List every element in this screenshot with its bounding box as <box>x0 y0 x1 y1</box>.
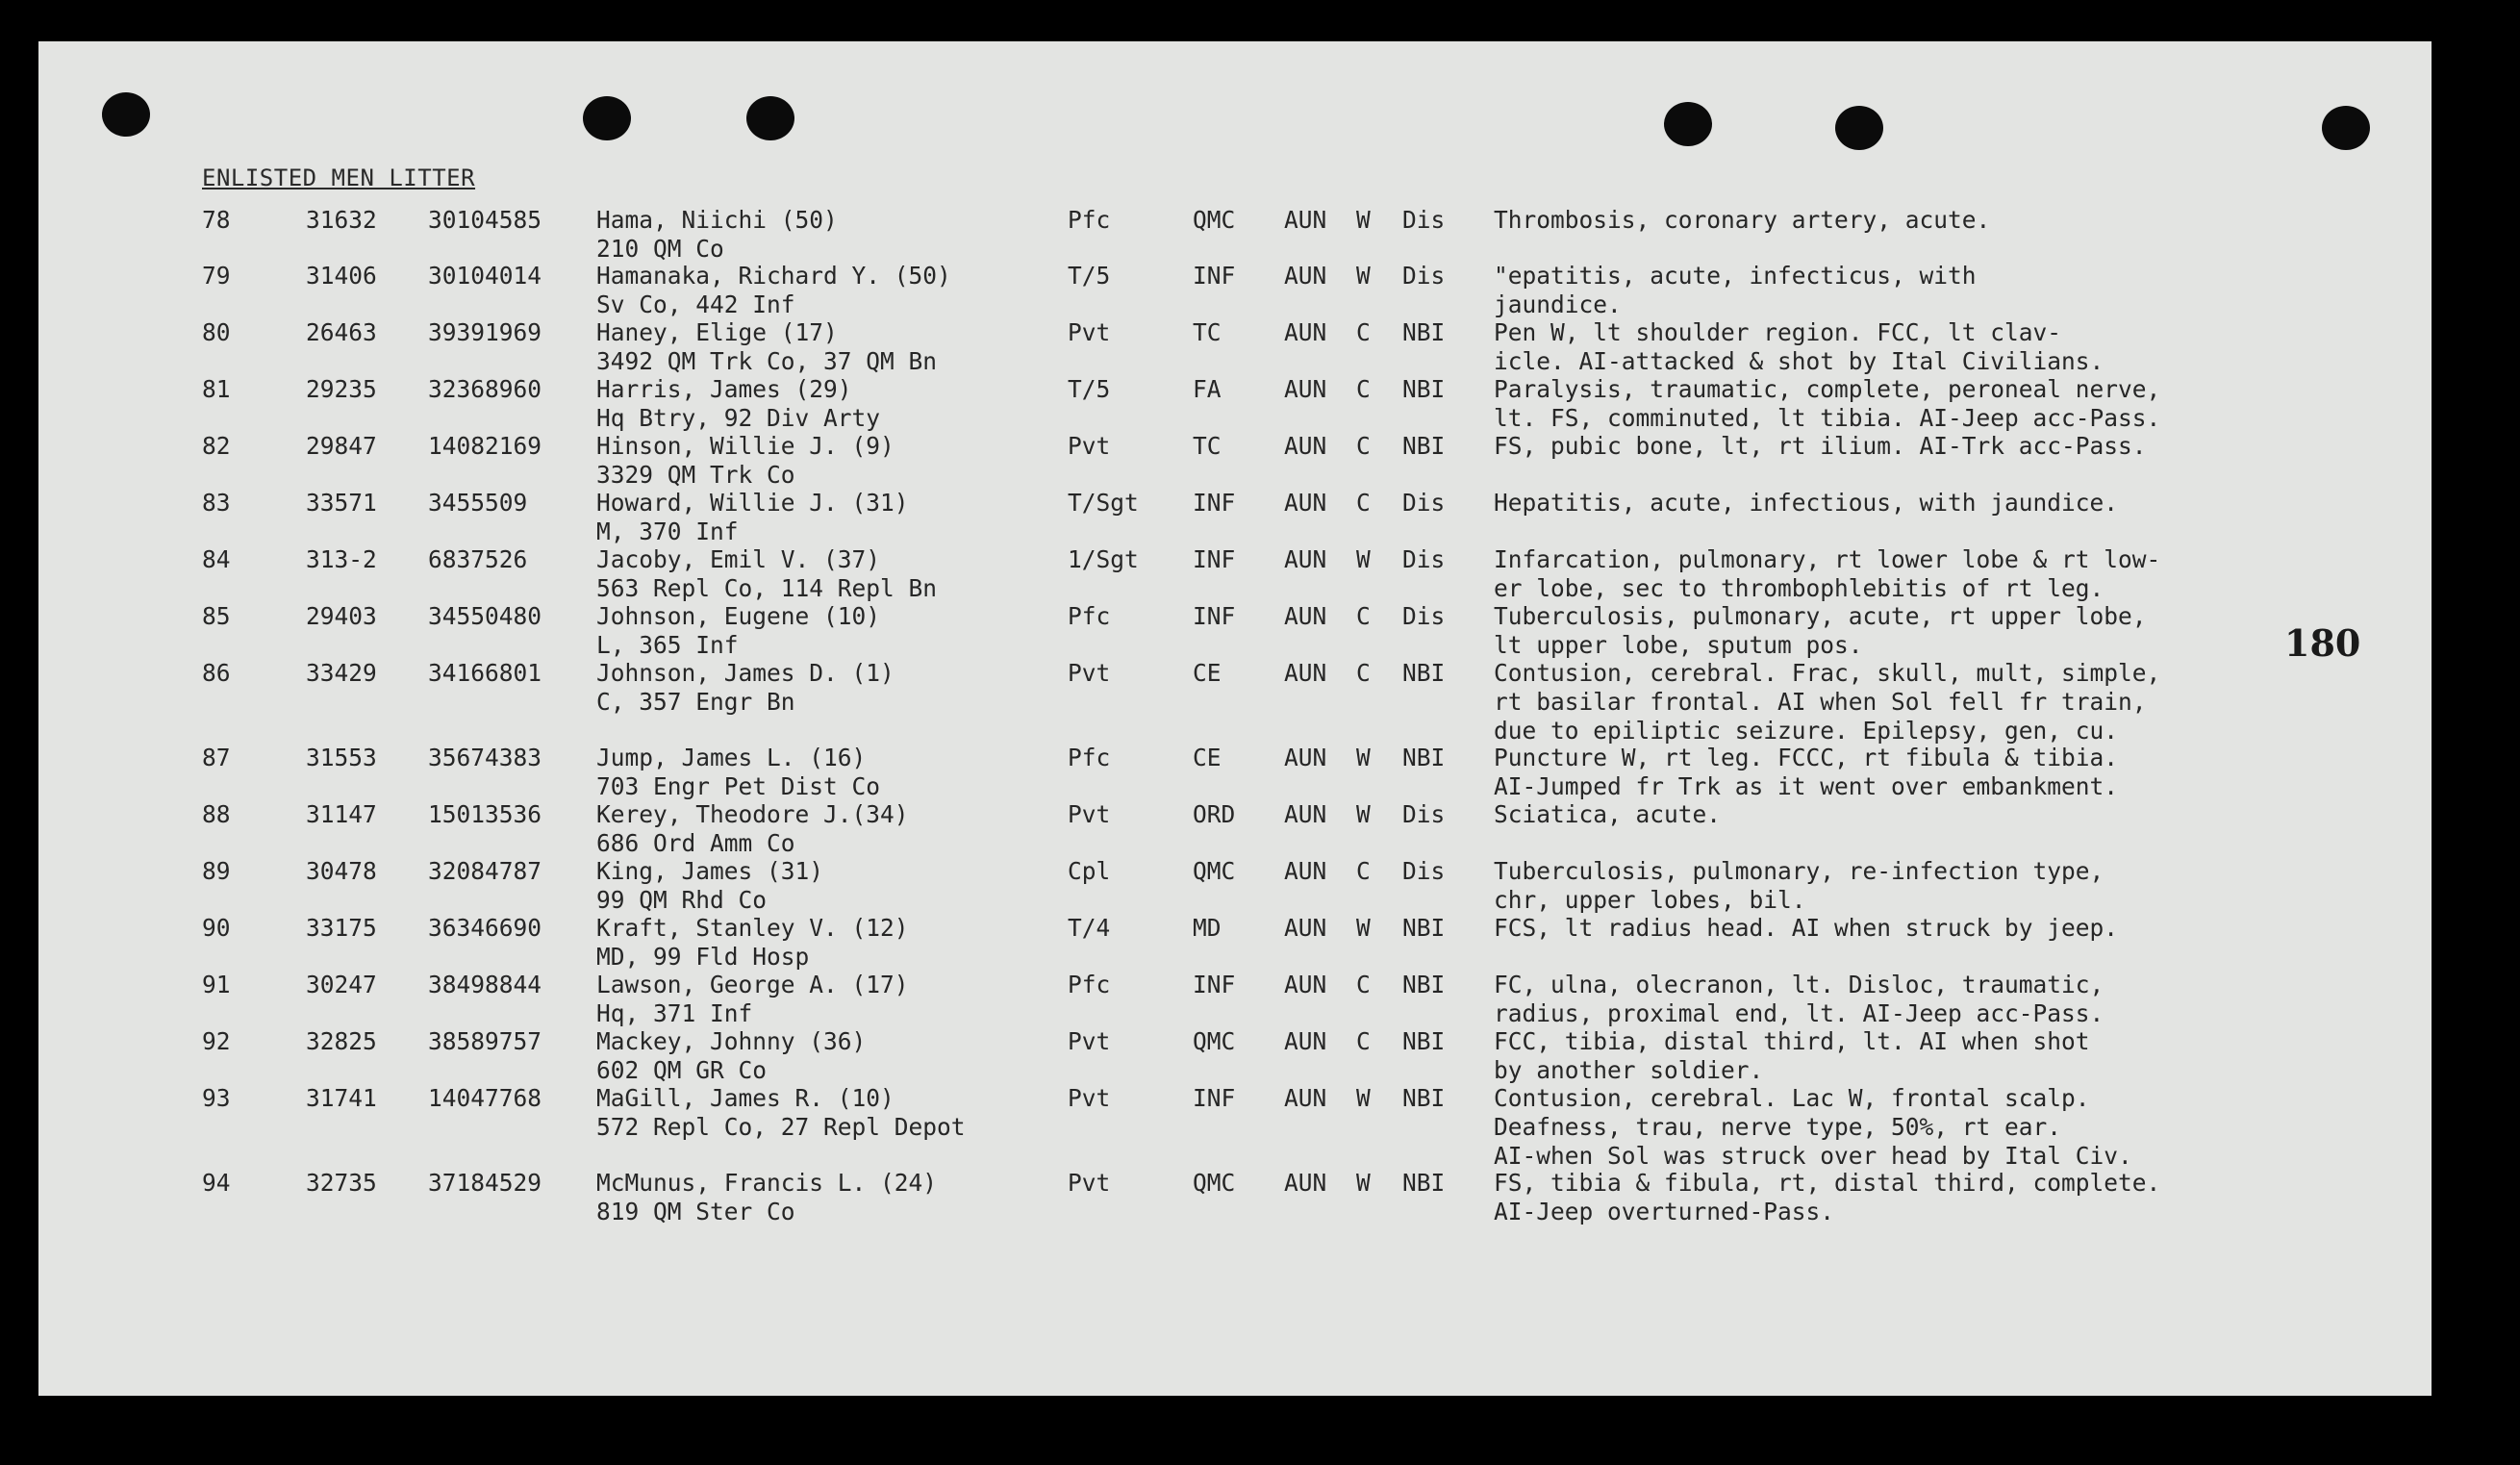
entry-number: 94 <box>202 1169 231 1197</box>
entry-number: 79 <box>202 262 231 290</box>
theater: AUN <box>1284 206 1327 234</box>
diagnosis-line: due to epiliptic seizure. Epilepsy, gen, cu. <box>1494 717 2119 745</box>
entry-number: 90 <box>202 914 231 942</box>
punch-hole <box>583 96 631 140</box>
soldier-name-unit <box>596 262 951 319</box>
register-number: 29847 <box>306 432 377 460</box>
entry-number: 93 <box>202 1084 231 1112</box>
serial-number: 30104014 <box>428 262 542 290</box>
register-number: 31553 <box>306 744 377 771</box>
unit: L, 365 Inf <box>596 631 739 659</box>
unit: 686 Ord Amm Co <box>596 829 795 857</box>
soldier-name-unit <box>596 545 937 603</box>
serial-number: 38589757 <box>428 1027 542 1055</box>
arm-of-service: MD <box>1193 914 1222 942</box>
diagnosis-line: lt. FS, comminuted, lt tibia. AI-Jeep acc-Pass. <box>1494 404 2161 432</box>
serial-number: 38498844 <box>428 971 542 998</box>
arm-of-service: INF <box>1193 602 1236 630</box>
rank: T/5 <box>1068 375 1111 403</box>
race-code: W <box>1356 545 1371 573</box>
race-code: C <box>1356 432 1371 460</box>
diagnosis-line: Pen W, lt shoulder region. FCC, lt clav- <box>1494 318 2062 346</box>
unit: Hq Btry, 92 Div Arty <box>596 404 881 432</box>
serial-number: 6837526 <box>428 545 528 573</box>
unit: 563 Repl Co, 114 Repl Bn <box>596 574 938 602</box>
diagnosis-line: FCS, lt radius head. AI when struck by jeep. <box>1494 914 2119 942</box>
arm-of-service: CE <box>1193 659 1222 687</box>
arm-of-service: FA <box>1193 375 1222 403</box>
rank: Pvt <box>1068 800 1111 828</box>
rank: T/5 <box>1068 262 1111 290</box>
serial-number: 37184529 <box>428 1169 542 1197</box>
rank: Pvt <box>1068 1027 1111 1055</box>
theater: AUN <box>1284 914 1327 942</box>
diagnosis-line: Contusion, cerebral. Frac, skull, mult, simple, <box>1494 659 2161 687</box>
soldier-name-unit <box>596 489 909 546</box>
theater: AUN <box>1284 545 1327 573</box>
diagnosis-line: er lobe, sec to thrombophlebitis of rt leg. <box>1494 574 2104 602</box>
race-code: C <box>1356 602 1371 630</box>
diagnosis-line: AI-Jeep overturned-Pass. <box>1494 1198 1835 1225</box>
soldier-name-unit <box>596 432 895 490</box>
rank: Pvt <box>1068 1084 1111 1112</box>
rank: Pvt <box>1068 659 1111 687</box>
arm-of-service: INF <box>1193 262 1236 290</box>
theater: AUN <box>1284 971 1327 998</box>
theater: AUN <box>1284 659 1327 687</box>
theater: AUN <box>1284 744 1327 771</box>
serial-number: 14082169 <box>428 432 542 460</box>
entry-number: 80 <box>202 318 231 346</box>
arm-of-service: QMC <box>1193 1027 1236 1055</box>
casualty-category: Dis <box>1402 545 1446 573</box>
unit: C, 357 Engr Bn <box>596 688 795 716</box>
diagnosis <box>1494 857 2104 915</box>
diagnosis-line: rt basilar frontal. AI when Sol fell fr train, <box>1494 688 2147 716</box>
diagnosis-line: AI-Jumped fr Trk as it went over embankment. <box>1494 772 2119 800</box>
register-number: 31147 <box>306 800 377 828</box>
diagnosis-line: Deafness, trau, nerve type, 50%, rt ear. <box>1494 1113 2062 1141</box>
diagnosis-line: FS, tibia & fibula, rt, distal third, complete. <box>1494 1169 2161 1197</box>
diagnosis-line: Tuberculosis, pulmonary, acute, rt upper lobe, <box>1494 602 2147 630</box>
punch-hole <box>746 96 794 140</box>
diagnosis-line: Tuberculosis, pulmonary, re-infection type, <box>1494 857 2104 885</box>
unit: 819 QM Ster Co <box>596 1198 795 1225</box>
soldier-name: Hamanaka, Richard Y. (50) <box>596 262 951 290</box>
race-code: C <box>1356 489 1371 517</box>
diagnosis <box>1494 744 2118 801</box>
unit: Hq, 371 Inf <box>596 999 753 1027</box>
arm-of-service: INF <box>1193 545 1236 573</box>
diagnosis <box>1494 375 2160 433</box>
unit: MD, 99 Fld Hosp <box>596 943 810 971</box>
serial-number: 32084787 <box>428 857 542 885</box>
race-code: C <box>1356 659 1371 687</box>
entry-number: 92 <box>202 1027 231 1055</box>
diagnosis-line: Hepatitis, acute, infectious, with jaundice. <box>1494 489 2119 517</box>
arm-of-service: ORD <box>1193 800 1236 828</box>
entry-number: 85 <box>202 602 231 630</box>
soldier-name: King, James (31) <box>596 857 824 885</box>
casualty-category: NBI <box>1402 659 1446 687</box>
soldier-name: Johnson, James D. (1) <box>596 659 895 687</box>
theater: AUN <box>1284 1084 1327 1112</box>
entry-number: 91 <box>202 971 231 998</box>
unit: Sv Co, 442 Inf <box>596 290 795 318</box>
diagnosis <box>1494 545 2160 603</box>
theater: AUN <box>1284 1027 1327 1055</box>
arm-of-service: INF <box>1193 971 1236 998</box>
soldier-name-unit <box>596 1169 937 1226</box>
soldier-name: Kerey, Theodore J.(34) <box>596 800 909 828</box>
diagnosis <box>1494 262 1977 319</box>
race-code: W <box>1356 914 1371 942</box>
arm-of-service: QMC <box>1193 857 1236 885</box>
entry-number: 78 <box>202 206 231 234</box>
diagnosis-line: "epatitis, acute, infecticus, with <box>1494 262 1977 290</box>
diagnosis <box>1494 206 1990 235</box>
punch-hole <box>1835 106 1883 150</box>
race-code: W <box>1356 206 1371 234</box>
soldier-name: Lawson, George A. (17) <box>596 971 909 998</box>
register-number: 31632 <box>306 206 377 234</box>
diagnosis-line: radius, proximal end, lt. AI-Jeep acc-Pass. <box>1494 999 2104 1027</box>
theater: AUN <box>1284 602 1327 630</box>
soldier-name: Howard, Willie J. (31) <box>596 489 909 517</box>
casualty-category: Dis <box>1402 489 1446 517</box>
serial-number: 3455509 <box>428 489 528 517</box>
soldier-name: Harris, James (29) <box>596 375 852 403</box>
theater: AUN <box>1284 432 1327 460</box>
casualty-category: NBI <box>1402 1084 1446 1112</box>
diagnosis-line: Thrombosis, coronary artery, acute. <box>1494 206 1991 234</box>
diagnosis-line: Infarcation, pulmonary, rt lower lobe & rt low- <box>1494 545 2161 573</box>
register-number: 33175 <box>306 914 377 942</box>
soldier-name-unit <box>596 744 880 801</box>
unit: 210 QM Co <box>596 235 724 263</box>
theater: AUN <box>1284 318 1327 346</box>
race-code: C <box>1356 375 1371 403</box>
entry-number: 87 <box>202 744 231 771</box>
entry-number: 84 <box>202 545 231 573</box>
soldier-name-unit <box>596 318 937 376</box>
register-number: 29403 <box>306 602 377 630</box>
serial-number: 14047768 <box>428 1084 542 1112</box>
arm-of-service: QMC <box>1193 206 1236 234</box>
casualty-category: Dis <box>1402 800 1446 828</box>
arm-of-service: TC <box>1193 432 1222 460</box>
soldier-name-unit <box>596 971 909 1028</box>
register-number: 30478 <box>306 857 377 885</box>
race-code: C <box>1356 318 1371 346</box>
soldier-name-unit <box>596 602 880 660</box>
diagnosis-line: lt upper lobe, sputum pos. <box>1494 631 1863 659</box>
race-code: W <box>1356 744 1371 771</box>
diagnosis-line: jaundice. <box>1494 290 1622 318</box>
punch-hole <box>2322 106 2370 150</box>
register-number: 32735 <box>306 1169 377 1197</box>
unit: 602 QM GR Co <box>596 1056 768 1084</box>
serial-number: 39391969 <box>428 318 542 346</box>
race-code: W <box>1356 1169 1371 1197</box>
casualty-category: NBI <box>1402 1027 1446 1055</box>
diagnosis <box>1494 659 2160 745</box>
entry-number: 83 <box>202 489 231 517</box>
register-number: 33429 <box>306 659 377 687</box>
diagnosis-line: Puncture W, rt leg. FCCC, rt fibula & tibia. <box>1494 744 2119 771</box>
register-number: 26463 <box>306 318 377 346</box>
entry-number: 86 <box>202 659 231 687</box>
diagnosis-line: by another soldier. <box>1494 1056 1764 1084</box>
punch-hole <box>102 92 150 137</box>
soldier-name-unit <box>596 800 909 858</box>
serial-number: 36346690 <box>428 914 542 942</box>
serial-number: 34166801 <box>428 659 542 687</box>
theater: AUN <box>1284 1169 1327 1197</box>
unit: 99 QM Rhd Co <box>596 886 768 914</box>
soldier-name: Mackey, Johnny (36) <box>596 1027 867 1055</box>
race-code: C <box>1356 857 1371 885</box>
arm-of-service: TC <box>1193 318 1222 346</box>
diagnosis-line: AI-when Sol was struck over head by Ital Civ. <box>1494 1142 2132 1170</box>
casualty-category: NBI <box>1402 971 1446 998</box>
rank: Pvt <box>1068 1169 1111 1197</box>
diagnosis <box>1494 1169 2160 1226</box>
serial-number: 35674383 <box>428 744 542 771</box>
diagnosis-line: FC, ulna, olecranon, lt. Disloc, traumatic, <box>1494 971 2104 998</box>
register-number: 313-2 <box>306 545 377 573</box>
soldier-name: Haney, Elige (17) <box>596 318 838 346</box>
soldier-name: Johnson, Eugene (10) <box>596 602 881 630</box>
page-number: 180 <box>2284 621 2361 665</box>
serial-number: 32368960 <box>428 375 542 403</box>
soldier-name-unit <box>596 206 838 264</box>
unit: 703 Engr Pet Dist Co <box>596 772 881 800</box>
soldier-name-unit <box>596 914 909 972</box>
soldier-name: Hama, Niichi (50) <box>596 206 838 234</box>
rank: T/4 <box>1068 914 1111 942</box>
unit: M, 370 Inf <box>596 518 739 545</box>
entry-number: 88 <box>202 800 231 828</box>
entry-number: 82 <box>202 432 231 460</box>
casualty-category: Dis <box>1402 206 1446 234</box>
diagnosis <box>1494 602 2147 660</box>
race-code: C <box>1356 1027 1371 1055</box>
soldier-name-unit <box>596 1027 866 1085</box>
list-heading: ENLISTED MEN LITTER <box>202 164 476 191</box>
casualty-category: NBI <box>1402 1169 1446 1197</box>
diagnosis <box>1494 432 2147 461</box>
unit: 3492 QM Trk Co, 37 QM Bn <box>596 347 938 375</box>
unit: 3329 QM Trk Co <box>596 461 795 489</box>
rank: Pvt <box>1068 318 1111 346</box>
rank: Pfc <box>1068 971 1111 998</box>
soldier-name: MaGill, James R. (10) <box>596 1084 895 1112</box>
casualty-category: Dis <box>1402 602 1446 630</box>
rank: Pfc <box>1068 206 1111 234</box>
theater: AUN <box>1284 800 1327 828</box>
soldier-name-unit <box>596 659 895 717</box>
casualty-category: NBI <box>1402 914 1446 942</box>
rank: T/Sgt <box>1068 489 1139 517</box>
arm-of-service: QMC <box>1193 1169 1236 1197</box>
casualty-category: NBI <box>1402 432 1446 460</box>
race-code: W <box>1356 262 1371 290</box>
soldier-name: Kraft, Stanley V. (12) <box>596 914 909 942</box>
punch-hole <box>1664 102 1712 146</box>
casualty-category: NBI <box>1402 375 1446 403</box>
diagnosis-line: FS, pubic bone, lt, rt ilium. AI-Trk acc-Pass. <box>1494 432 2147 460</box>
diagnosis-line: Paralysis, traumatic, complete, peroneal nerve, <box>1494 375 2161 403</box>
rank: Pfc <box>1068 602 1111 630</box>
soldier-name: Jacoby, Emil V. (37) <box>596 545 881 573</box>
casualty-category: NBI <box>1402 318 1446 346</box>
arm-of-service: INF <box>1193 489 1236 517</box>
diagnosis-line: chr, upper lobes, bil. <box>1494 886 1806 914</box>
race-code: W <box>1356 1084 1371 1112</box>
soldier-name-unit <box>596 375 880 433</box>
race-code: C <box>1356 971 1371 998</box>
soldier-name-unit <box>596 1084 966 1142</box>
race-code: W <box>1356 800 1371 828</box>
soldier-name-unit <box>596 857 823 915</box>
serial-number: 34550480 <box>428 602 542 630</box>
register-number: 31406 <box>306 262 377 290</box>
theater: AUN <box>1284 857 1327 885</box>
casualty-category: Dis <box>1402 857 1446 885</box>
soldier-name: Jump, James L. (16) <box>596 744 867 771</box>
rank: 1/Sgt <box>1068 545 1139 573</box>
diagnosis <box>1494 971 2104 1028</box>
diagnosis <box>1494 1027 2090 1085</box>
casualty-category: Dis <box>1402 262 1446 290</box>
diagnosis-line: icle. AI-attacked & shot by Ital Civilians. <box>1494 347 2104 375</box>
register-number: 29235 <box>306 375 377 403</box>
register-number: 32825 <box>306 1027 377 1055</box>
arm-of-service: INF <box>1193 1084 1236 1112</box>
diagnosis <box>1494 489 2118 518</box>
register-number: 33571 <box>306 489 377 517</box>
diagnosis-line: Contusion, cerebral. Lac W, frontal scalp. <box>1494 1084 2090 1112</box>
rank: Pfc <box>1068 744 1111 771</box>
rank: Cpl <box>1068 857 1111 885</box>
register-number: 30247 <box>306 971 377 998</box>
diagnosis <box>1494 914 2118 943</box>
arm-of-service: CE <box>1193 744 1222 771</box>
serial-number: 15013536 <box>428 800 542 828</box>
soldier-name: Hinson, Willie J. (9) <box>596 432 895 460</box>
diagnosis <box>1494 1084 2132 1171</box>
theater: AUN <box>1284 262 1327 290</box>
diagnosis <box>1494 318 2104 376</box>
entry-number: 81 <box>202 375 231 403</box>
diagnosis <box>1494 800 1721 829</box>
register-number: 31741 <box>306 1084 377 1112</box>
diagnosis-line: Sciatica, acute. <box>1494 800 1722 828</box>
casualty-category: NBI <box>1402 744 1446 771</box>
theater: AUN <box>1284 489 1327 517</box>
entry-number: 89 <box>202 857 231 885</box>
unit: 572 Repl Co, 27 Repl Depot <box>596 1113 966 1141</box>
soldier-name: McMunus, Francis L. (24) <box>596 1169 938 1197</box>
serial-number: 30104585 <box>428 206 542 234</box>
rank: Pvt <box>1068 432 1111 460</box>
theater: AUN <box>1284 375 1327 403</box>
diagnosis-line: FCC, tibia, distal third, lt. AI when shot <box>1494 1027 2090 1055</box>
